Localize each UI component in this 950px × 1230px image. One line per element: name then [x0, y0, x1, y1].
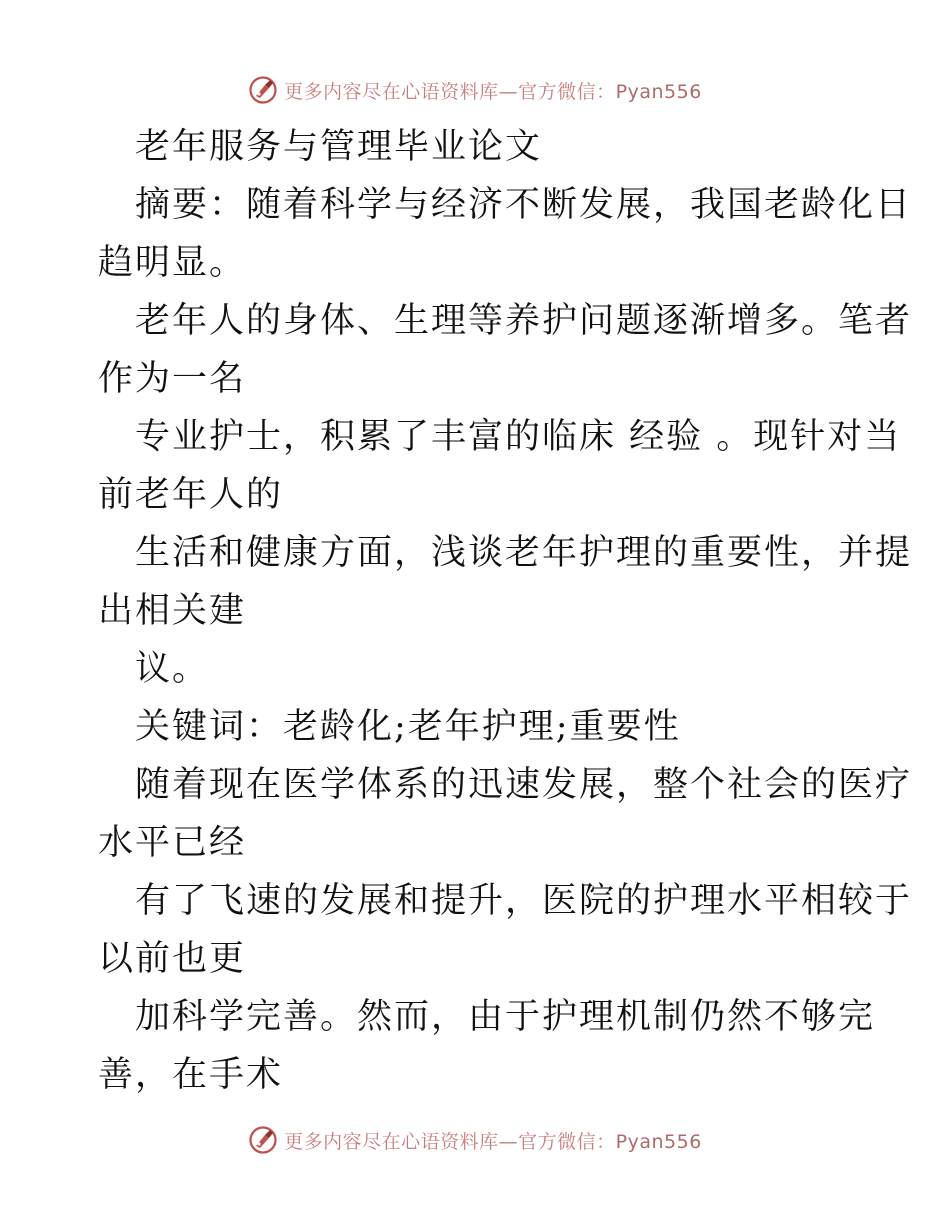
text-line: 随着现在医学体系的迅速发展，整个社会的医疗	[135, 765, 913, 805]
text-line: 出相关建	[98, 591, 247, 631]
text-line: 议。	[135, 649, 210, 689]
wechat-id: Pyan556	[615, 80, 702, 103]
text-line: 以前也更	[98, 939, 247, 979]
banner-text: 更多内容尽在心语资料库—官方微信：Pyan556	[284, 80, 702, 103]
text-line: 生活和健康方面，浅谈老年护理的重要性，并提	[135, 533, 913, 573]
text-line: 加科学完善。然而，由于护理机制仍然不够完	[135, 997, 876, 1037]
text-line: 趋明显。	[98, 243, 247, 283]
pen-nib-logo-icon	[248, 1125, 278, 1155]
text-line: 摘要：随着科学与经济不断发展，我国老龄化日	[135, 185, 913, 225]
text-line: 作为一名	[98, 359, 247, 399]
pen-nib-logo-icon	[248, 75, 278, 105]
text-line: 老年服务与管理毕业论文	[135, 127, 543, 167]
text-line: 善，在手术	[98, 1055, 284, 1095]
text-line: 老年人的身体、生理等养护问题逐渐增多。笔者	[135, 301, 913, 341]
banner-text: 更多内容尽在心语资料库—官方微信：Pyan556	[284, 1130, 702, 1153]
text-line: 有了飞速的发展和提升，医院的护理水平相较于	[135, 881, 913, 921]
text-line: 关键词：老龄化;老年护理;重要性	[135, 707, 681, 747]
wechat-id: Pyan556	[615, 1130, 702, 1153]
document-body	[98, 118, 913, 1104]
text-line: 前老年人的	[98, 475, 284, 515]
footer-banner	[0, 1120, 950, 1160]
text-line: 水平已经	[98, 823, 247, 863]
header-banner	[0, 70, 950, 110]
text-line: 专业护士，积累了丰富的临床 经验 。现针对当	[135, 417, 902, 457]
